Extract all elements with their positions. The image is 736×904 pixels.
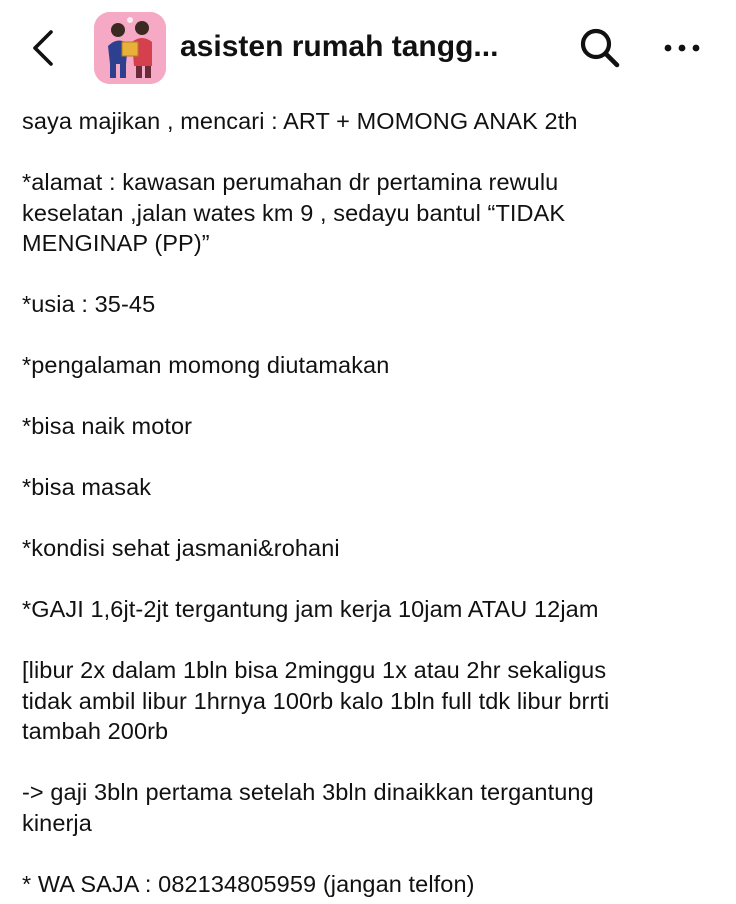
- more-options-button[interactable]: [658, 28, 706, 68]
- post-paragraph: *alamat : kawasan perumahan dr pertamina rewulu keselatan ,jalan wates km 9 , sedayu bantul “TIDAK MENGINAP (PP)”: [22, 169, 566, 256]
- post-paragraph: -> gaji 3bln pertama setelah 3bln dinaikkan tergantung kinerja: [22, 779, 594, 836]
- more-horizontal-icon: [658, 28, 706, 68]
- post-paragraph: *kondisi sehat jasmani&rohani: [22, 535, 340, 561]
- back-button[interactable]: [24, 26, 64, 70]
- post-paragraph: *pengalaman momong diutamakan: [22, 352, 390, 378]
- group-avatar[interactable]: [94, 12, 166, 84]
- post-paragraph: *bisa naik motor: [22, 413, 193, 439]
- post-paragraph: *GAJI 1,6jt-2jt tergantung jam kerja 10jam ATAU 12jam: [22, 596, 599, 622]
- post-paragraph: saya majikan , mencari : ART + MOMONG ANAK 2th: [22, 108, 578, 134]
- post-body: [22, 106, 722, 899]
- search-button[interactable]: [576, 24, 624, 72]
- post-paragraph: [libur 2x dalam 1bln bisa 2minggu 1x atau 2hr sekaligus tidak ambil libur 1hrnya 100rb kalo 1bln full tdk libur brrti tambah 200rb: [22, 657, 610, 744]
- people-illustration-icon: [94, 12, 166, 84]
- post-paragraph: *bisa masak: [22, 474, 152, 500]
- post-paragraph: * WA SAJA : 082134805959 (jangan telfon): [22, 870, 475, 897]
- chevron-left-icon: [24, 26, 64, 70]
- top-bar: [0, 0, 736, 96]
- post-paragraph: *usia : 35-45: [22, 291, 156, 317]
- group-title[interactable]: asisten rumah tangg...: [180, 30, 499, 63]
- search-icon: [576, 24, 624, 72]
